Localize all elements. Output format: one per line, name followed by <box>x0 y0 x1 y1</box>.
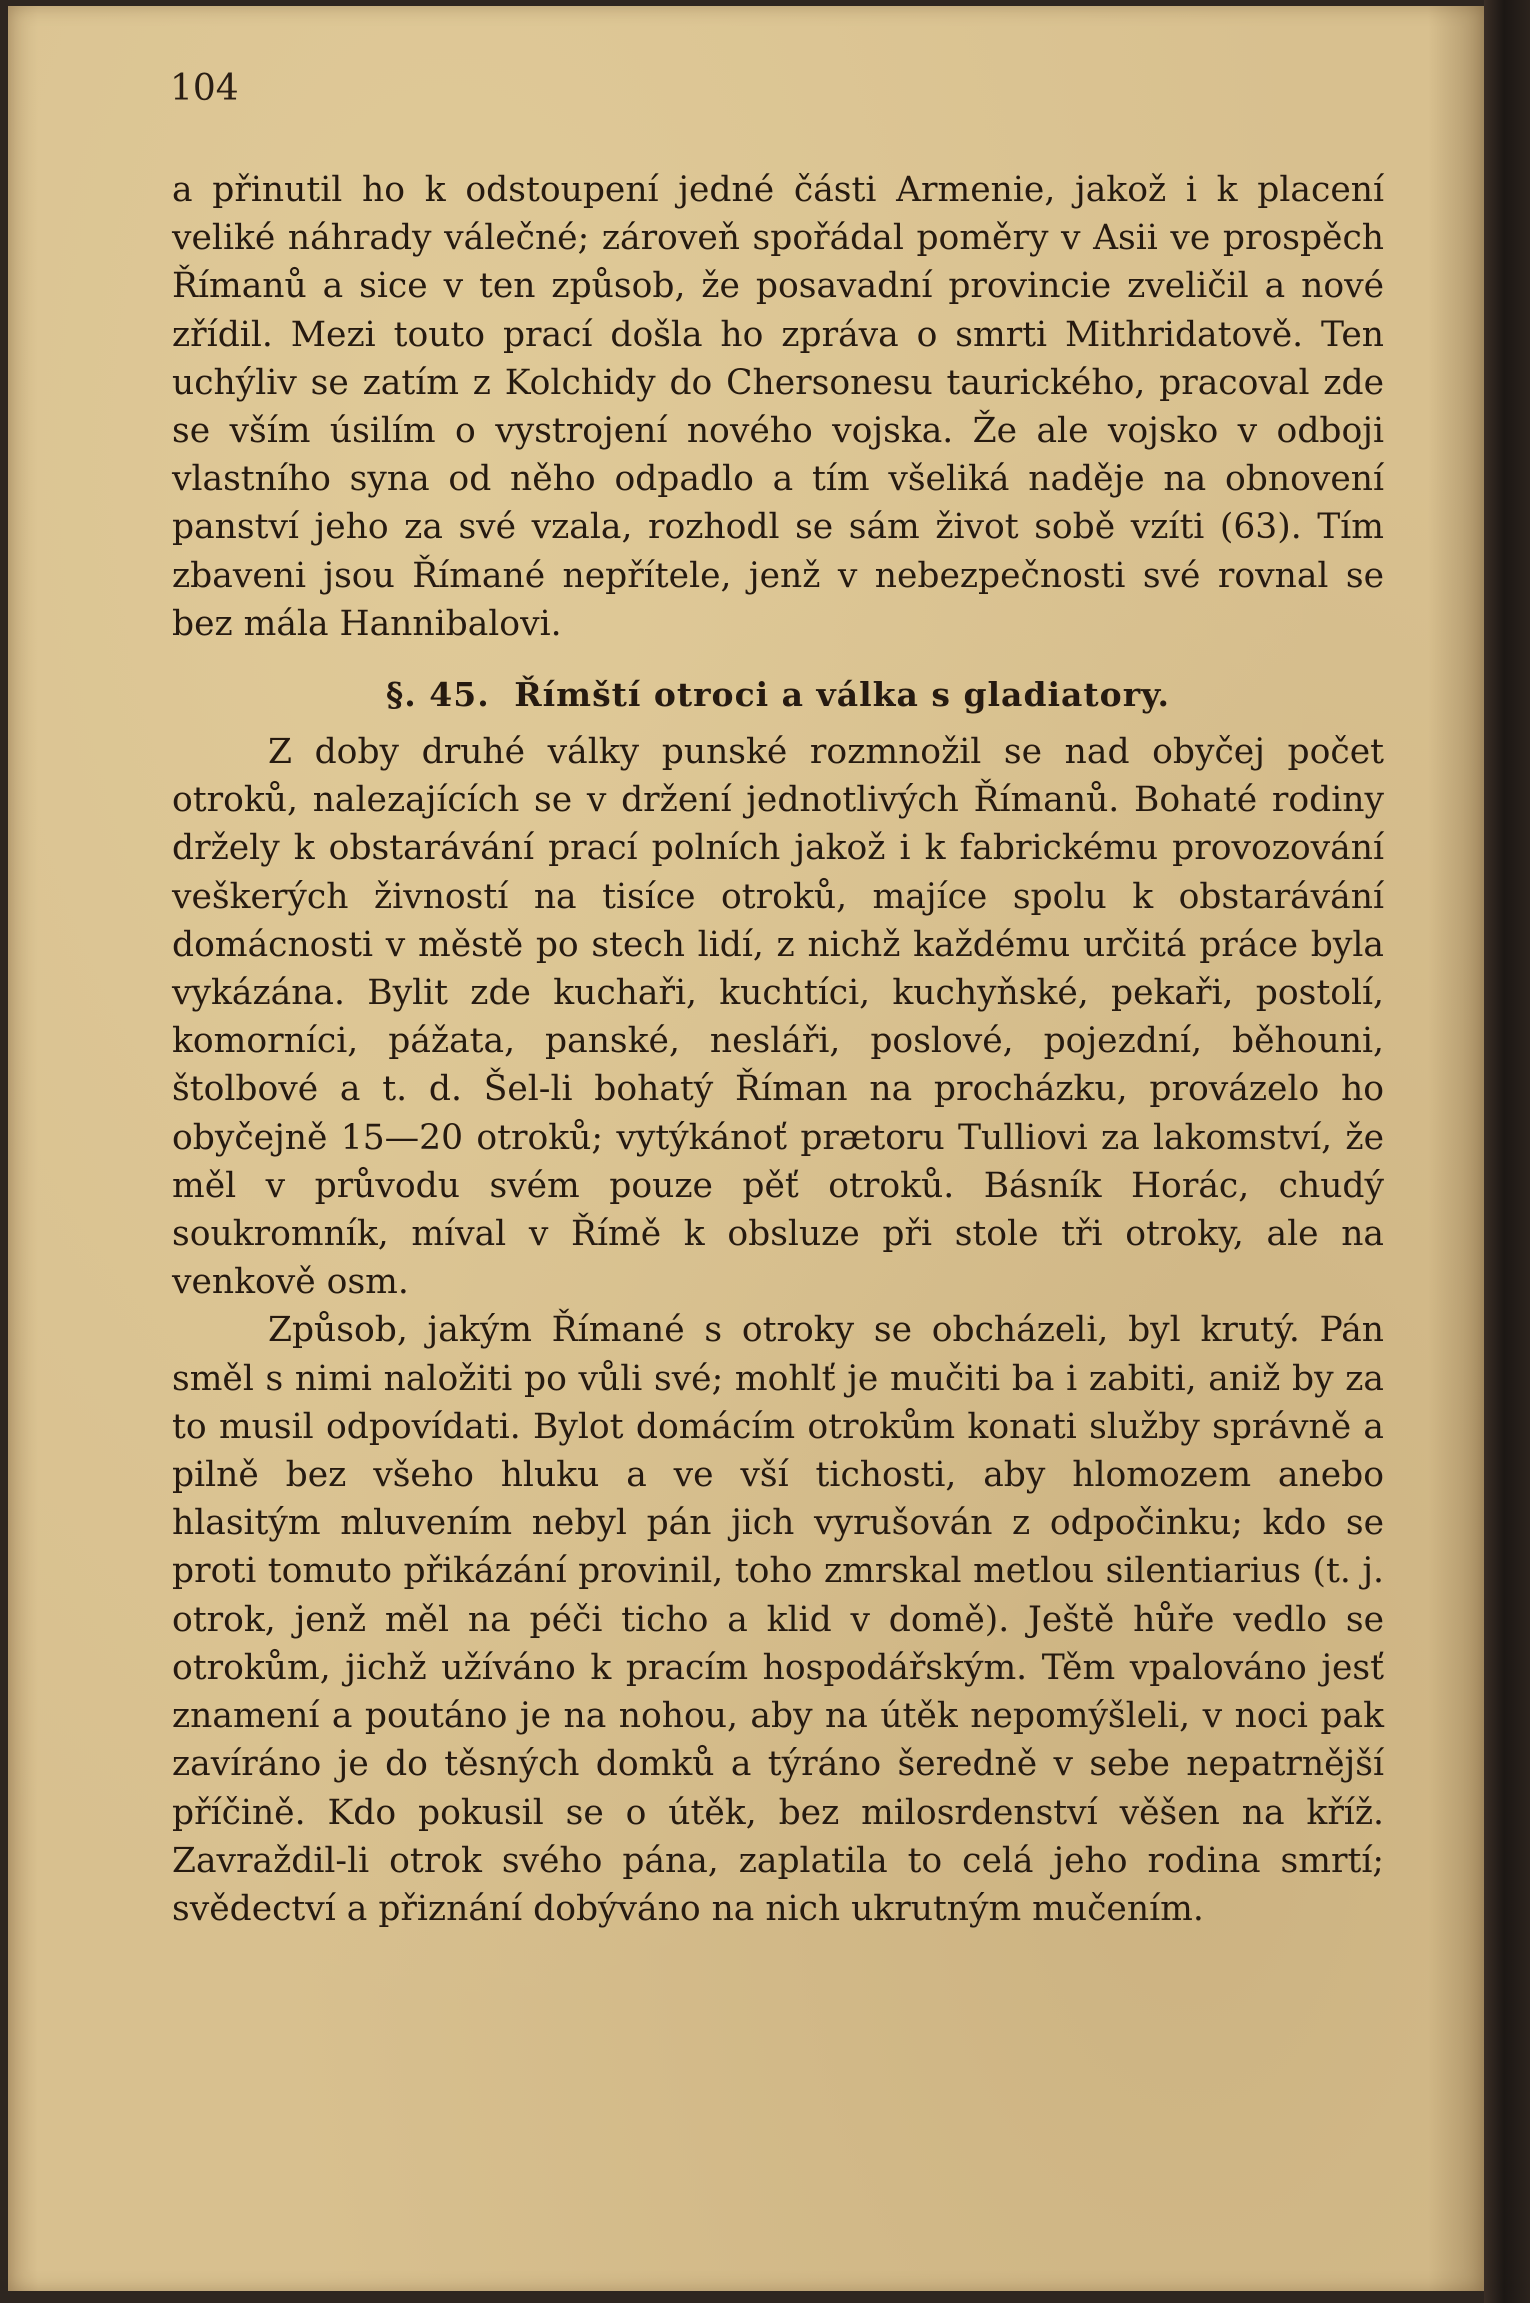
paragraph-continuation: a přinutil ho k odstoupení jedné části Armenie, jakož i k placení veliké náhrady válečné; zároveň spořádal poměry v Asii ve prospěch Římanů a sice v ten způsob, že posavadní provincie zveličil a nové zřídil. Mezi touto prací došla ho zpráva o smrti Mithridatově. Ten uchýliv se zatím z Kolchidy do Chersonesu taurického, pracoval zde se vším úsilím o vystrojení nového vojska. Že ale vojsko v odboji vlastního syna od něho odpadlo a tím všeliká naděje na obnovení panství jeho za své vzala, rozhodl se sám život sobě vzíti (63). Tím zbaveni jsou Římané nepřítele, jenž v nebezpečnosti své rovnal se bez mála Hannibalovi. <box>172 170 1384 644</box>
body-text <box>172 166 1384 1933</box>
page-number: 104 <box>170 68 239 109</box>
section-number: §. 45. <box>386 675 490 715</box>
section-heading <box>172 670 1384 720</box>
paragraph-slaves-treatment: Způsob, jakým Římané s otroky se obcházeli, byl krutý. Pán směl s nimi naložiti po vůli své; mohlť je mučiti ba i zabiti, aniž by za to musil odpovídati. Bylot domácím otrokům konati služby správně a pilně bez všeho hluku a ve vší tichosti, aby hlomozem anebo hlasitým mluvením nebyl pán jich vyrušován z odpočinku; kdo se proti tomuto přikázání provinil, toho zmrskal metlou silentiarius (t. j. otrok, jenž měl na péči ticho a klid v domě). Ještě hůře vedlo se otrokům, jichž užíváno k pracím hospodářským. Těm vpalováno jesť znamení a poutáno je na nohou, aby na útěk nepomýšleli, v noci pak zavíráno je do těsných domků a týráno šeredně v sebe nepatrnější příčině. Kdo pokusil se o útěk, bez milosrdenství věšen na kříž. Zavraždil-li otrok svého pána, zaplatila to celá jeho rodina smrtí; svědectví a přiznání dobýváno na nich ukrutným mučením. <box>172 1310 1384 1929</box>
section-title: Římští otroci a válka s gladiatory. <box>514 675 1170 715</box>
book-gutter <box>1484 0 1530 2303</box>
paragraph-slaves-numbers: Z doby druhé války punské rozmnožil se nad obyčej počet otroků, nalezajících se v držení jednotlivých Římanů. Bohaté rodiny držely k obstarávání prací polních jakož i k fabrickému provozování veškerých živností na tisíce otroků, majíce spolu k obstarávání domácnosti v městě po stech lidí, z nichž každému určitá práce byla vykázána. Bylit zde kuchaři, kuchtíci, kuchyňské, pekaři, postolí, komorníci, pážata, panské, nesláři, poslové, pojezdní, běhouni, štolbové a t. d. Šel-li bohatý Říman na procházku, provázelo ho obyčejně 15—20 otroků; vytýkánoť prætoru Tulliovi za lakomství, že měl v průvodu svém pouze pěť otroků. Básník Horác, chudý soukromník, míval v Římě k obsluze při stole tři otroky, ale na venkově osm. <box>172 732 1384 1303</box>
